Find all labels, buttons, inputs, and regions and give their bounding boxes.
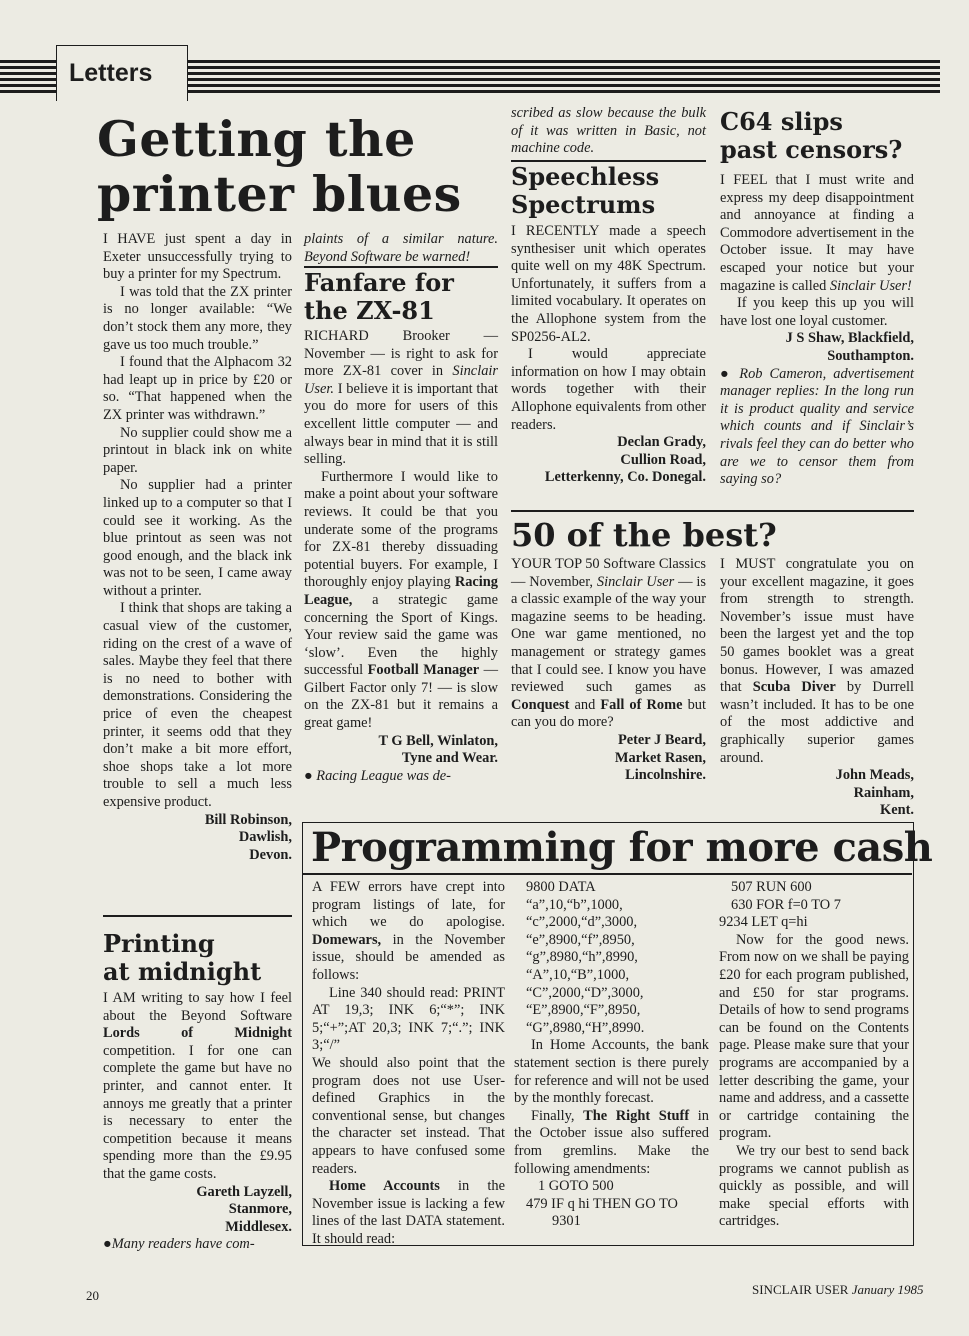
c64-signature	[720, 330, 914, 365]
code-line: “e”,8900,“f”,8950,	[526, 931, 635, 948]
para	[720, 172, 914, 295]
printing-title-line2: at midnight	[103, 957, 262, 986]
sig-line: Middlesex.	[225, 1218, 292, 1235]
programming-col2	[514, 879, 709, 1231]
sig-line: Market Rasen,	[614, 749, 706, 766]
left-title-line1: Getting the	[97, 110, 416, 168]
programming-col1	[312, 879, 505, 1248]
sig-line: Letterkenny, Co. Donegal.	[544, 469, 706, 486]
para	[103, 990, 292, 1184]
left-article-title	[97, 112, 497, 222]
data-listing	[514, 879, 709, 1037]
sig-line: Devon.	[249, 846, 292, 863]
sig-line: Rainham,	[853, 784, 914, 801]
text: a strategic game concerning the Sport of Kings. Your review said the game was ‘slow’. Even the highly successful	[304, 591, 498, 679]
editor-reply: ● Racing League was de-	[304, 767, 451, 784]
magazine-name: Sinclair User!	[829, 277, 912, 294]
text: I AM writing to say how I feel about the Beyond Software	[103, 990, 292, 1024]
para: No supplier could show me a printout in black ink on white paper.	[103, 424, 292, 476]
divider	[103, 915, 292, 917]
left-article-signature	[103, 812, 292, 865]
para	[720, 556, 914, 767]
left-reply-end: plaints of a similar nature. Beyond Software be warned!	[304, 231, 498, 265]
code-line: 1 GOTO 500	[538, 1178, 614, 1195]
code-line: “E”,8900,“F”,8950,	[526, 1002, 641, 1019]
magazine-name: Sinclair User	[596, 573, 675, 590]
speechless-title-line2: Spectrums	[511, 190, 656, 219]
sig-line: Dawlish,	[238, 829, 292, 846]
sig-line: Gareth Layzell,	[196, 1183, 292, 1200]
left-article-body	[103, 231, 292, 864]
footer-masthead	[752, 1282, 924, 1298]
text: — is a classic example of the way your magazine seems to be heading. One war game mentioned, no management or strategy games that I could see. I know you have reviewed such games as	[511, 573, 706, 696]
programming-title: Programming for more cash	[311, 824, 933, 871]
para: I RECENTLY made a speech synthesiser unit which operates quite well on my 48K Spectrum. Unfortunately, it suffers from a limited vocabulary. It operates on the Allophone system from the SP0256-AL2.	[511, 223, 706, 345]
code-line: “c”,2000,“d”,3000,	[526, 914, 638, 931]
code-line: 9800 DATA	[526, 879, 596, 895]
best-signature2	[720, 767, 914, 820]
game-title: Lords of Midnight	[103, 1025, 292, 1042]
game-title: Scuba Diver	[752, 679, 836, 696]
speechless-title-line1: Speechless	[511, 162, 660, 191]
fanfare-signature	[304, 733, 498, 768]
section-tab-label: Letters	[69, 59, 153, 87]
c64-title-line1: C64 slips	[720, 107, 843, 136]
text: — Gilbert Factor only 7! — is slow on the ZX-81 but it remains a great game!	[304, 662, 498, 732]
fanfare-title-line2: the ZX-81	[304, 296, 435, 325]
sig-line: Bill Robinson,	[204, 811, 292, 828]
game-title: Football Manager	[367, 662, 480, 679]
sig-line: Cullion Road,	[620, 451, 706, 468]
editor-reply: ●Many readers have com-	[103, 1236, 255, 1253]
page-number: 20	[86, 1288, 99, 1303]
code-line: “A”,10,“B”,1000,	[526, 966, 630, 983]
best-letter1	[511, 556, 706, 785]
program-title: Home Accounts	[329, 1178, 440, 1195]
para: I would appreciate information on how I may obtain words together with their Allophone equivalents from other readers.	[511, 346, 706, 433]
text: A FEW errors have crept into program listings of late, for which we do apologise.	[312, 879, 505, 931]
para: Line 340 should read: PRINT AT 19,3; INK 6;“*”; INK 5;“+”;AT 20,3; INK 7;“.”; INK 3;“/”	[312, 984, 505, 1054]
para: We try our best to send back programs we cannot publish as quickly as possible, and will make special efforts with cartridges.	[719, 1142, 909, 1230]
best-title: 50 of the best?	[511, 516, 777, 554]
text: in the November issue is lacking a few lines of the last DATA statement. It should read:	[312, 1178, 505, 1247]
para	[514, 1108, 709, 1178]
para	[511, 556, 706, 732]
text: I believe it is important that you do more for users of this excellent little computer — and always bear in mind that it is still selling.	[304, 380, 498, 468]
text: and	[569, 696, 601, 713]
section-tab	[56, 45, 188, 101]
divider	[511, 510, 914, 512]
fanfare-title-line1: Fanfare for	[304, 268, 454, 297]
issue-date: January 1985	[851, 1282, 924, 1297]
fanfare-body	[304, 328, 498, 785]
code-line: 630 FOR f=0 TO 7	[731, 896, 841, 913]
game-title: Conquest	[511, 696, 570, 713]
text: but can you do more?	[511, 696, 706, 731]
speechless-title	[511, 163, 706, 219]
sig-line: Lincolnshire.	[625, 767, 706, 784]
para	[312, 879, 505, 985]
printing-title-line1: Printing	[103, 929, 215, 958]
code-line: 479 IF q hi THEN GO TO	[526, 1195, 678, 1212]
code-line: 9234 LET q=hi	[719, 914, 808, 931]
amend-listing-cont	[719, 879, 909, 932]
para: No supplier had a printer linked up to a computer so that I could see it working. As the blue printout as seen was not good enough, and the black ink was not to be seen, I came away without a printer.	[103, 477, 292, 599]
speechless-signature	[511, 434, 706, 487]
text: competition. I for one can complete the game but have no printer, and cannot enter. It annoys me greatly that a printer is necessary to enter the competition because it means spending more than the £9.95 that the game costs.	[103, 1042, 292, 1182]
divider	[303, 873, 912, 875]
fanfare-title	[304, 269, 498, 325]
sig-line: Peter J Beard,	[617, 731, 706, 748]
left-title-line2: printer blues	[97, 165, 462, 223]
fanfare-reply-cont: scribed as slow because the bulk of it was written in Basic, not machine code.	[511, 105, 706, 157]
sig-line: Tyne and Wear.	[401, 750, 498, 767]
sig-line: T G Bell, Winlaton,	[378, 732, 498, 749]
text: YOUR TOP 50 Software Classics — November,	[511, 556, 706, 590]
printing-body	[103, 990, 292, 1254]
para: I was told that the ZX printer is no longer available: “We don’t stock them any more, they gave us too much trouble.”	[103, 283, 292, 353]
sig-line: J S Shaw, Blackfield,	[785, 330, 914, 347]
program-title: The Right Stuff	[583, 1107, 690, 1124]
sig-line: Kent.	[880, 802, 914, 819]
text: in the November issue, should be amended as follows:	[312, 931, 505, 983]
code-line: “G”,8980,“H”,8990.	[526, 1019, 645, 1036]
text: by Durrell wasn’t included. It has to be one of the most addictive and graphically superior games around.	[720, 679, 914, 766]
game-title: Domewars,	[312, 931, 382, 948]
code-line: 9301	[552, 1213, 581, 1230]
best-letter2	[720, 556, 914, 820]
game-title: Fall of Rome	[600, 696, 683, 713]
text: RICHARD Brooker — November — is right to ask for more ZX-81 cover in	[304, 328, 498, 380]
best-signature1	[511, 732, 706, 785]
para: We should also point that the program does not use User-defined Graphics in the conventional sense, but changes the character set instead. That appears to have confused some readers.	[312, 1054, 505, 1177]
c64-body	[720, 172, 914, 489]
text: I FEEL that I must write and express my deep disappointment and annoyance at finding a Commodore advertisement in the October issue. It may have escaped your notice but your magazine is called	[720, 172, 914, 294]
text: I MUST congratulate you on your excellent magazine, it goes from strength to strength. November’s issue must have been the largest yet and the top 50 games booklet was a great bonus. However, I was amazed that	[720, 556, 914, 696]
c64-title	[720, 108, 916, 164]
programming-box	[302, 822, 933, 1247]
programming-col3	[719, 879, 909, 1231]
sig-line: Stanmore,	[228, 1201, 292, 1218]
sig-line: Southampton.	[827, 347, 914, 364]
c64-title-line2: past censors?	[720, 135, 903, 164]
text: in the October issue also suffered from gremlins. Make the following amendments:	[514, 1107, 709, 1177]
para	[304, 328, 498, 469]
para: Now for the good news. From now on we shall be paying £20 for each program published, and £50 for star programs. Details of how to send programs can be found on the Contents page. Please make sure that your programs are accompanied by a letter describing the game, your name and address, and a cassette or cartridge containing the program.	[719, 931, 909, 1142]
editor-reply: ● Rob Cameron, advertisement manager replies: In the long run it is product quality and service which counts and if Sinclair’s rivals feel they can do better who are we to censor them from saying so?	[720, 365, 914, 488]
text: Finally,	[531, 1107, 584, 1124]
sig-line: John Meads,	[835, 767, 914, 784]
amend-listing	[514, 1178, 709, 1231]
para	[312, 1178, 505, 1248]
para: In Home Accounts, the bank statement section is there purely for reference and will not be used by the monthly forecast.	[514, 1037, 709, 1107]
code-line: “C”,2000,“D”,3000,	[526, 984, 644, 1001]
para: I found that the Alphacom 32 had leapt up in price by £20 or so. “That happened when the ZX printer was withdrawn.”	[103, 354, 292, 423]
sig-line: Declan Grady,	[617, 434, 706, 451]
para: If you keep this up you will have lost one loyal customer.	[720, 295, 914, 329]
magazine-name: Sinclair User.	[304, 363, 498, 397]
para: I HAVE just spent a day in Exeter unsuccessfully trying to buy a printer for my Spectrum.	[103, 231, 292, 283]
code-line: “a”,10,“b”,1000,	[526, 896, 623, 913]
game-title: Racing League,	[304, 574, 498, 608]
speechless-body	[511, 223, 706, 487]
printing-title	[103, 930, 292, 986]
code-line: “g”,8980,“h”,8990,	[526, 949, 638, 966]
para: I think that shops are taking a casual view of the customer, riding on the crest of a wave of sales. Maybe they feel that there is no need to bother with demonstrations. Considering the price of even the cheapest printer, it seems odd that they don’t make a bit more effort, shoe shops take a lot more trouble to sell a much less expensive product.	[103, 600, 292, 810]
code-line: 507 RUN 600	[731, 879, 812, 895]
magazine-title: SINCLAIR USER	[752, 1282, 849, 1297]
para	[304, 469, 498, 733]
printing-signature	[103, 1184, 292, 1237]
text: Furthermore I would like to make a point about your software reviews. It could be that you underate some of the programs for ZX-81 thereby dissuading potential buyers. For example, I thoroughly enjoy playing	[304, 468, 498, 591]
